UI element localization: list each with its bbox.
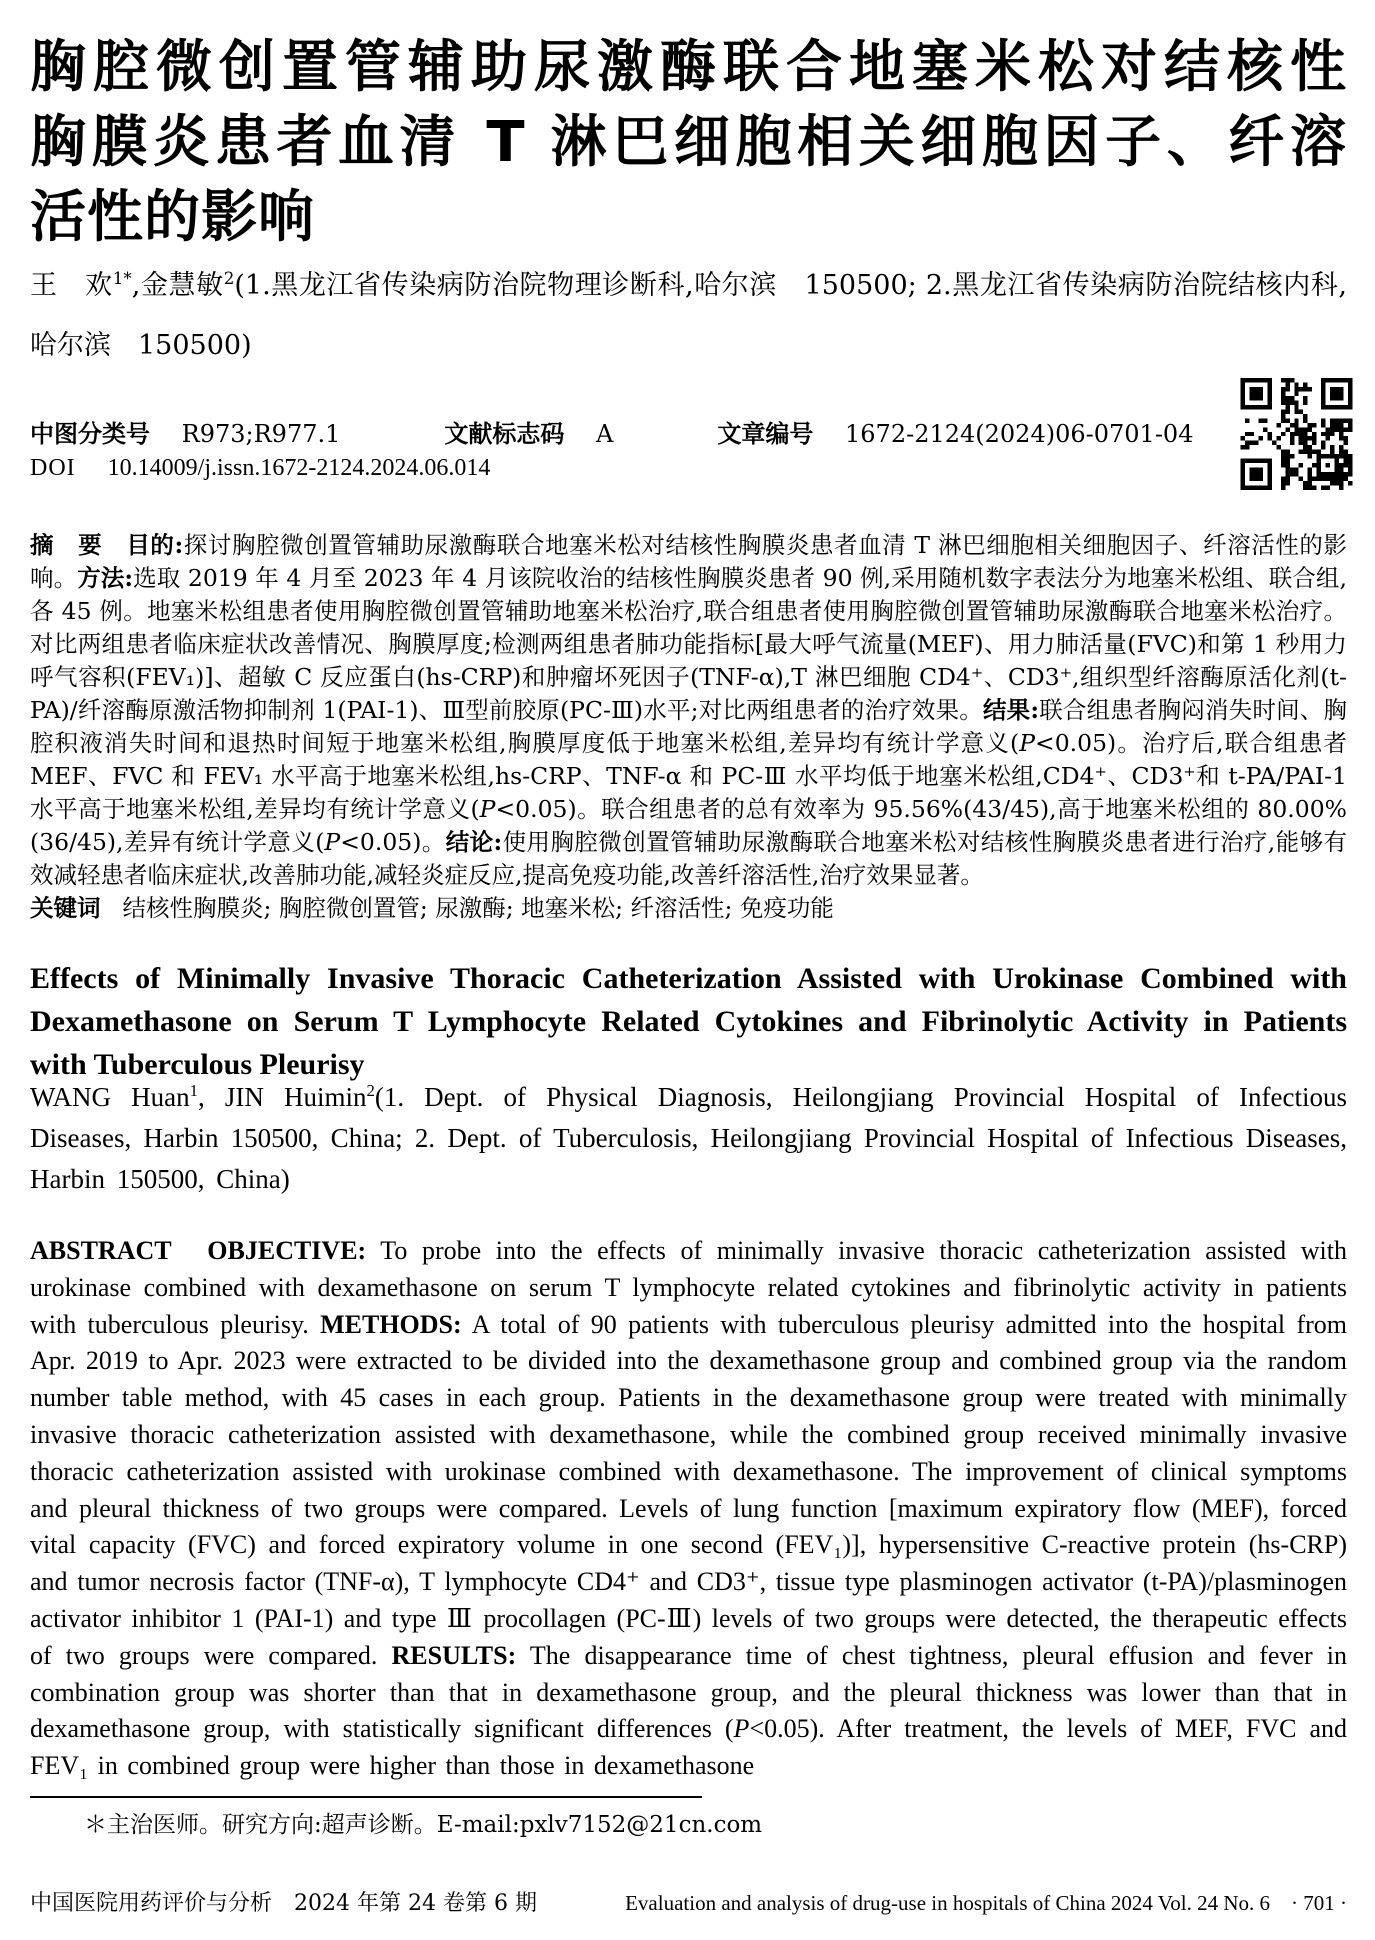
title-line-1: 胸腔微创置管辅助尿激酶联合地塞米松对结核性 — [30, 35, 1347, 100]
qr-code — [1239, 378, 1354, 490]
doi-value: 10.14009/j.issn.1672-2124.2024.06.014 — [107, 455, 491, 481]
abstract-en: ABSTRACT OBJECTIVE: To probe into the effects of minimally invasive thoracic catheterization assisted with urokinase combined with dexamethasone on serum T lymphocyte related cytokines and fibrinolytic activity in patients with tuberculous pleurisy. METHODS: A total of 90 patients with tuberculous pleurisy admitted into the hospital from Apr. 2019 to Apr. 2023 were extracted to be divided into the dexamethasone group and combined group via the random number table method, with 45 cases in each group. Patients in the dexamethasone group were treated with minimally invasive thoracic catheterization assisted with dexamethasone, while the combined group received minimally invasive thoracic catheterization assisted with urokinase combined with dexamethasone. The improvement of clinical symptoms and pleural thickness of two groups were compared. Levels of lung function [maximum expiratory flow (MEF), forced vital capacity (FVC) and forced expiratory volume in one second (FEV₁)], hypersensitive C-reactive protein (hs-CRP) and tumor necrosis factor (TNF-α), T lymphocyte CD4⁺ and CD3⁺, tissue type plasminogen activator (t-PA)/plasminogen activator inhibitor 1 (PAI-1) and type Ⅲ procollagen (PC-Ⅲ) levels of two groups were detected, the therapeutic effects of two groups were compared. RESULTS: The disappearance time of chest tightness, pleural effusion and fever in combination group was shorter than that in dexamethasone group, and the pleural thickness was lower than that in dexamethasone group, with statistically significant differences (P<0.05). After treatment, the levels of MEF, FVC and FEV₁ in combined group were higher than those in dexamethasone — [30, 1236, 1347, 1781]
document-code-label: 文献标志码 — [444, 420, 565, 448]
en-title-line-1: Effects of Minimally Invasive Thoracic Catheterization Assisted with Urokinase Combined with — [30, 962, 1347, 995]
article-title-en — [30, 957, 1347, 1086]
article-number-value: 1672-2124(2024)06-0701-04 — [845, 420, 1194, 448]
footnote-divider — [30, 1796, 702, 1798]
qr-alignment — [1317, 454, 1339, 476]
keywords-text: 结核性胸膜炎; 胸腔微创置管; 尿激酶; 地塞米松; 纤溶活性; 免疫功能 — [122, 894, 834, 922]
article-meta-row — [30, 414, 1347, 449]
document-code — [444, 414, 613, 449]
title-line-2: 胸膜炎患者血清 T 淋巴细胞相关细胞因子、纤溶 — [30, 110, 1347, 175]
page-footer — [30, 1886, 1347, 1917]
en-title-line-3: with Tuberculous Pleurisy — [30, 1048, 365, 1081]
journal-name-en: Evaluation and analysis of drug-use in hospitals of China 2024 Vol. 24 No. 6 · 701 · — [625, 1891, 1347, 1915]
qr-finder-bottom-left — [1241, 459, 1272, 490]
doi-row — [30, 455, 1347, 482]
article-number-label: 文章编号 — [717, 420, 814, 448]
clc-number — [30, 414, 340, 449]
title-line-3: 活性的影响 — [30, 185, 315, 250]
qr-finder-top-left — [1241, 378, 1272, 409]
keywords-zh — [30, 889, 1347, 923]
en-title-line-2: Dexamethasone on Serum T Lymphocyte Related Cytokines and Fibrinolytic Activity in Patients — [30, 1005, 1347, 1038]
abstract-zh: 摘 要 目的:探讨胸腔微创置管辅助尿激酶联合地塞米松对结核性胸膜炎患者血清 T 淋巴细胞相关细胞因子、纤溶活性的影响。方法:选取 2019 年 4 月至 2023 年 4 月该院收治的结核性胸膜炎患者 90 例,采用随机数字表法分为地塞米松组、联合组,各 45 例。地塞米松组患者使用胸腔微创置管辅助地塞米松治疗,联合组患者使用胸腔微创置管辅助尿激酶联合地塞米松治疗。对比两组患者临床症状改善情况、胸膜厚度;检测两组患者肺功能指标[最大呼气流量(MEF)、用力肺活量(FVC)和第 1 秒用力呼气容积(FEV₁)]、超敏 C 反应蛋白(hs-CRP)和肿瘤坏死因子(TNF-α),T 淋巴细胞 CD4⁺、CD3⁺,组织型纤溶酶原活化剂(t-PA)/纤溶酶原激活物抑制剂 1(PAI-1)、Ⅲ型前胶原(PC-Ⅲ)水平;对比两组患者的治疗效果。结果:联合组患者胸闷消失时间、胸腔积液消失时间和退热时间短于地塞米松组,胸膜厚度低于地塞米松组,差异均有统计学意义(P<0.05)。治疗后,联合组患者 MEF、FVC 和 FEV₁ 水平高于地塞米松组,hs-CRP、TNF-α 和 PC-Ⅲ 水平均低于地塞米松组,CD4⁺、CD3⁺和 t-PA/PAI-1 水平高于地塞米松组,差异均有统计学意义(P<0.05)。联合组患者的总有效率为 95.56%(43/45),高于地塞米松组的 80.00%(36/45),差异有统计学意义(P<0.05)。结论:使用胸腔微创置管辅助尿激酶联合地塞米松对结核性胸膜炎患者进行治疗,能够有效减轻患者临床症状,改善肺功能,减轻炎症反应,提高免疫功能,改善纤溶活性,治疗效果显著。 — [30, 531, 1348, 889]
article-title-zh — [30, 30, 1347, 255]
authors-zh: 王 欢$^{1*}$,金慧敏$^2$(1.黑龙江省传染病防治院物理诊断科,哈尔滨 150500; 2.黑龙江省传染病防治院结核内科,哈尔滨 150500) — [30, 268, 1348, 361]
authors-en: WANG Huan$^1$, JIN Huimin$^2$(1. Dept. of Physical Diagnosis, Heilongjiang Provincial Hospital of Infectious Diseases, Harbin 150500, China; 2. Dept. of Tuberculosis, Heilongjiang Provincial Hospital of Infectious Diseases, Harbin 150500, China) — [30, 1081, 1347, 1194]
doi-label: DOI — [30, 455, 76, 481]
article-number — [717, 414, 1193, 449]
keywords-label: 关键词 — [30, 894, 101, 922]
qr-finder-top-right — [1321, 378, 1352, 409]
journal-name-zh: 中国医院用药评价与分析 2024 年第 24 卷第 6 期 — [30, 1891, 537, 1916]
document-code-value: A — [596, 420, 614, 448]
clc-value: R973;R977.1 — [181, 420, 341, 448]
footnote: ＊主治医师。研究方向:超声诊断。E-mail:pxlv7152@21cn.com — [84, 1812, 763, 1838]
clc-label: 中图分类号 — [30, 420, 150, 448]
